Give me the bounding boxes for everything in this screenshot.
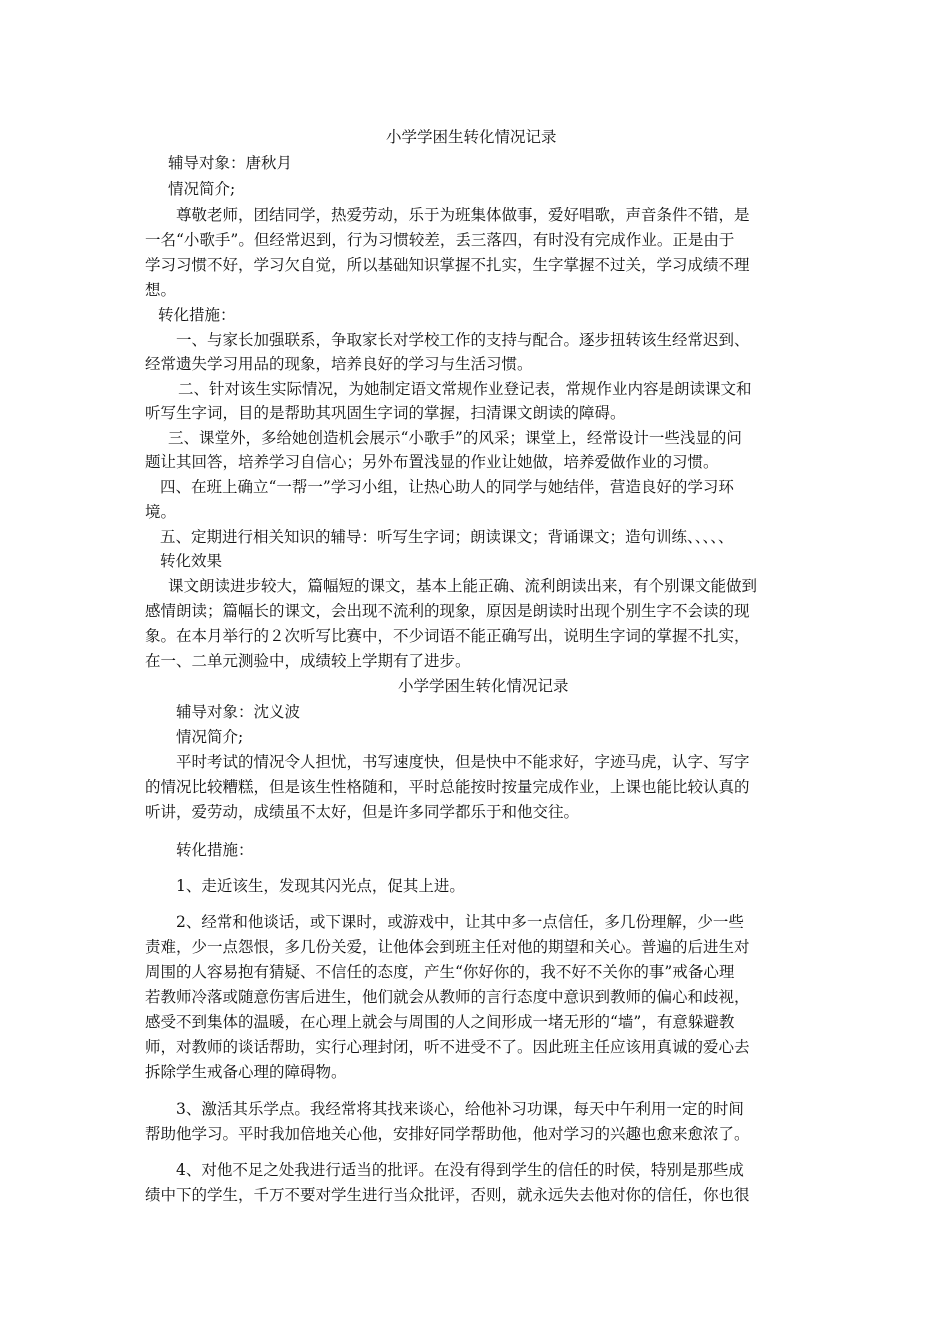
record1-measure-line: 三、课堂外，多给她创造机会展示“小歌手”的风采；课堂上，经常设计一些浅显的问: [168, 429, 742, 447]
record2-title: 小学学困生转化情况记录: [398, 677, 569, 695]
record1-effect-line: 在一、二单元测验中，成绩较上学期有了进步。: [145, 652, 471, 670]
record2-intro-heading: 情况简介;: [176, 728, 244, 746]
record2-intro-line: 听讲，爱劳动，成绩虽不太好，但是许多同学都乐于和他交往。: [145, 803, 580, 821]
record2-measure-3-line: 3、激活其乐学点。我经常将其找来谈心，给他补习功课，每天中午利用一定的时间: [176, 1100, 744, 1118]
record1-title: 小学学困生转化情况记录: [386, 128, 557, 146]
record2-measure-1: 1、走近该生，发现其闪光点，促其上进。: [176, 877, 465, 895]
record1-effect-line: 课文朗读进步较大，篇幅短的课文，基本上能正确、流利朗读出来，有个别课文能做到: [168, 577, 758, 595]
record1-measure-line: 题让其回答，培养学习自信心；另外布置浅显的作业让她做，培养爱做作业的习惯。: [145, 453, 719, 471]
record1-measure-line: 二、针对该生实际情况，为她制定语文常规作业登记表，常规作业内容是朗读课文和: [178, 380, 752, 398]
record2-intro-line: 的情况比较糟糕，但是该生性格随和，平时总能按时按量完成作业，上课也能比较认真的: [145, 778, 750, 796]
record1-measures-heading: 转化措施：: [158, 306, 236, 324]
record2-measure-2-line: 感受不到集体的温暖，在心理上就会与周围的人之间形成一堵无形的“墙”，有意躲避教: [145, 1013, 735, 1031]
record2-measure-2-line: 若教师冷落或随意伤害后进生，他们就会从教师的言行态度中意识到教师的偏心和歧视，: [145, 988, 750, 1006]
record2-measure-2-line: 责难，少一点怨恨，多几份关爱，让他体会到班主任对他的期望和关心。普遍的后进生对: [145, 938, 750, 956]
record1-measure-line: 经常遗失学习用品的现象，培养良好的学习与生活习惯。: [145, 355, 533, 373]
record1-effect-heading: 转化效果: [160, 552, 223, 570]
record2-target: 辅导对象：沈义波: [176, 703, 301, 721]
record1-measure-line: 听写生字词，目的是帮助其巩固生字词的掌握，扫清课文朗读的障碍。: [145, 404, 626, 422]
record2-measure-2-line: 周围的人容易抱有猜疑、不信任的态度，产生“你好你的，我不好不关你的事”戒备心理: [145, 963, 735, 981]
record1-measure-line: 五、定期进行相关知识的辅导：听写生字词；朗读课文；背诵课文；造句训练、、、、、: [160, 528, 734, 546]
record2-measure-4-line: 绩中下的学生，千万不要对学生进行当众批评，否则，就永远失去他对你的信任，你也很: [145, 1186, 750, 1204]
record1-intro-heading: 情况简介;: [168, 180, 236, 198]
record1-intro-line: 想。: [145, 281, 177, 299]
record2-measure-3-line: 帮助他学习。平时我加倍地关心他，安排好同学帮助他，他对学习的兴趣也愈来愈浓了。: [145, 1125, 750, 1143]
record2-measure-2-line: 拆除学生戒备心理的障碍物。: [145, 1063, 347, 1081]
record2-intro-line: 平时考试的情况令人担忧，书写速度快，但是快中不能求好，字迹马虎，认字、写字: [176, 753, 750, 771]
record1-measure-line: 四、在班上确立“一帮一”学习小组，让热心助人的同学与她结伴，营造良好的学习环: [160, 478, 734, 496]
record1-intro-line: 学习习惯不好，学习欠自觉，所以基础知识掌握不扎实，生字掌握不过关，学习成绩不理: [145, 256, 750, 274]
record1-target: 辅导对象：唐秋月: [168, 154, 293, 172]
record2-measure-2-line: 2、经常和他谈话，或下课时，或游戏中，让其中多一点信任，多几份理解，少一些: [176, 913, 744, 931]
record1-intro-line: 一名“小歌手”。但经常迟到，行为习惯较差，丢三落四，有时没有完成作业。正是由于: [145, 231, 735, 249]
record2-measure-4-line: 4、对他不足之处我进行适当的批评。在没有得到学生的信任的时侯，特别是那些成: [176, 1161, 744, 1179]
record1-measure-line: 一、与家长加强联系，争取家长对学校工作的支持与配合。逐步扭转该生经常迟到、: [176, 331, 750, 349]
record1-effect-line: 象。在本月举行的２次听写比赛中，不少词语不能正确写出，说明生字词的掌握不扎实，: [145, 627, 750, 645]
record1-measure-line: 境。: [145, 503, 177, 521]
record2-measures-heading: 转化措施：: [176, 841, 254, 859]
record1-effect-line: 感情朗读；篇幅长的课文，会出现不流利的现象，原因是朗读时出现个别生字不会读的现: [145, 602, 750, 620]
record2-measure-2-line: 师，对教师的谈话帮助，实行心理封闭，听不进受不了。因此班主任应该用真诚的爱心去: [145, 1038, 750, 1056]
record1-intro-line: 尊敬老师，团结同学，热爱劳动，乐于为班集体做事，爱好唱歌，声音条件不错，是: [176, 206, 750, 224]
